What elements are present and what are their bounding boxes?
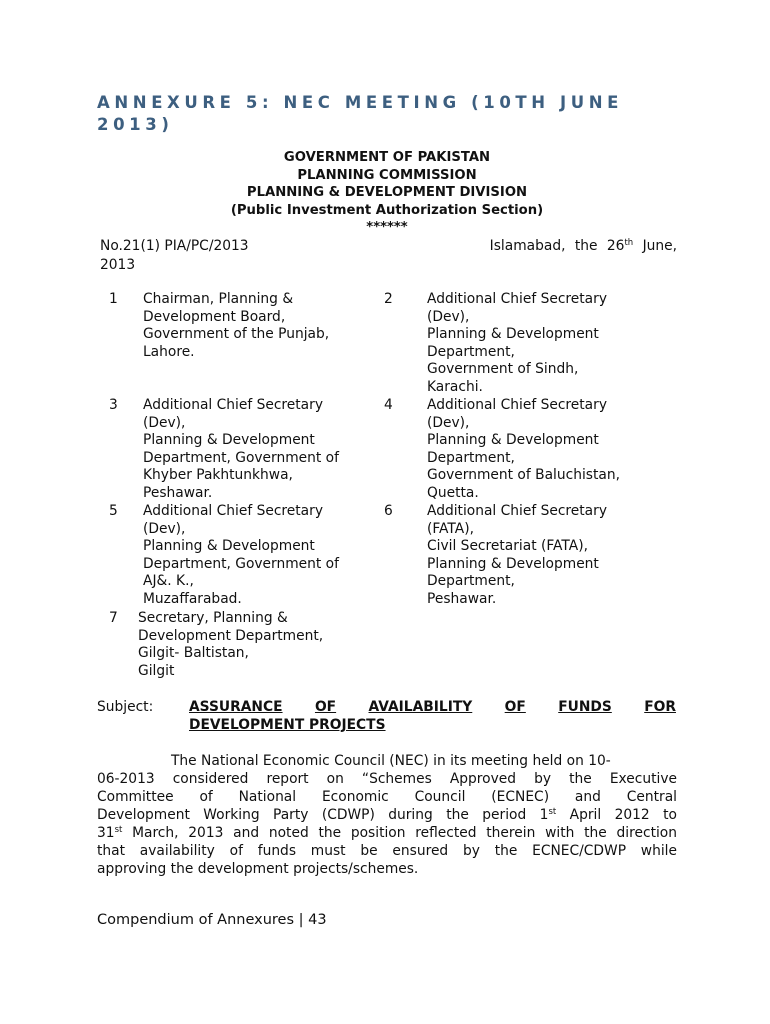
paragraph-line: Development Working Party (CDWP) during the period 1st April 2012 to [97,807,677,823]
addressee-number: 3 [109,397,118,413]
addressee-6: Additional Chief Secretary (FATA), Civil Secretariat (FATA), Planning & Development Department, Peshawar. [427,503,607,607]
annexure-heading-line1: ANNEXURE 5: NEC MEETING (10TH JUNE [97,93,624,112]
letterhead-division: PLANNING & DEVELOPMENT DIVISION [246,185,528,200]
paragraph-line: The National Economic Council (NEC) in its meeting held on 10- [171,753,611,769]
subject-label: Subject: [97,699,154,715]
addressee-number: 6 [384,503,393,519]
letterhead-government: GOVERNMENT OF PAKISTAN [283,150,491,165]
addressee-1: Chairman, Planning & Development Board, Government of the Punjab, Lahore. [143,291,330,360]
addressee-5: Additional Chief Secretary (Dev), Planning & Development Department, Government of AJ&. K., Muzaffarabad. [143,503,339,607]
addressee-number: 7 [109,610,118,626]
body-paragraph [97,752,677,878]
paragraph-line: Committee of National Economic Council (ECNEC) and Central [97,789,677,805]
letterhead-section: (Public Investment Authorization Section) [230,202,544,218]
subject-title-line2: DEVELOPMENT PROJECTS [189,717,386,733]
annexure-heading [97,92,657,136]
addressee-4: Additional Chief Secretary (Dev), Planning & Development Department, Government of Baluchistan, Quetta. [427,397,620,501]
paragraph-line: 06-2013 considered report on “Schemes Approved by the Executive [97,771,677,787]
addressee-7: Secretary, Planning & Development Department, Gilgit- Baltistan, Gilgit [138,610,324,679]
reference-year: 2013 [100,257,136,273]
page-footer: Compendium of Annexures | 43 [97,912,327,928]
reference-number: No.21(1) PIA/PC/2013 [100,238,249,254]
addressee-2: Additional Chief Secretary (Dev), Planning & Development Department, Government of Sindh, Karachi. [427,291,607,395]
letterhead [97,149,677,237]
paragraph-line: approving the development projects/schemes. [97,861,419,877]
annexure-heading-line2: 2013) [97,115,174,134]
addressee-number: 4 [384,397,393,413]
addressee-3: Additional Chief Secretary (Dev), Planning & Development Department, Government of Khyber Pakhtunkhwa, Peshawar. [143,397,339,501]
letterhead-commission: PLANNING COMMISSION [297,167,477,183]
paragraph-line: 31st March, 2013 and noted the position reflected therein with the direction [97,825,677,841]
addressee-number: 1 [109,291,118,307]
paragraph-line: that availability of funds must be ensured by the ECNEC/CDWP while [97,843,677,859]
addressee-number: 2 [384,291,393,307]
subject-title: ASSURANCE OF AVAILABILITY OF FUNDS FOR [189,699,676,715]
letterhead-separator: ****** [366,220,408,235]
addressee-number: 5 [109,503,118,519]
reference-date: Islamabad, the 26th June, [489,238,677,254]
